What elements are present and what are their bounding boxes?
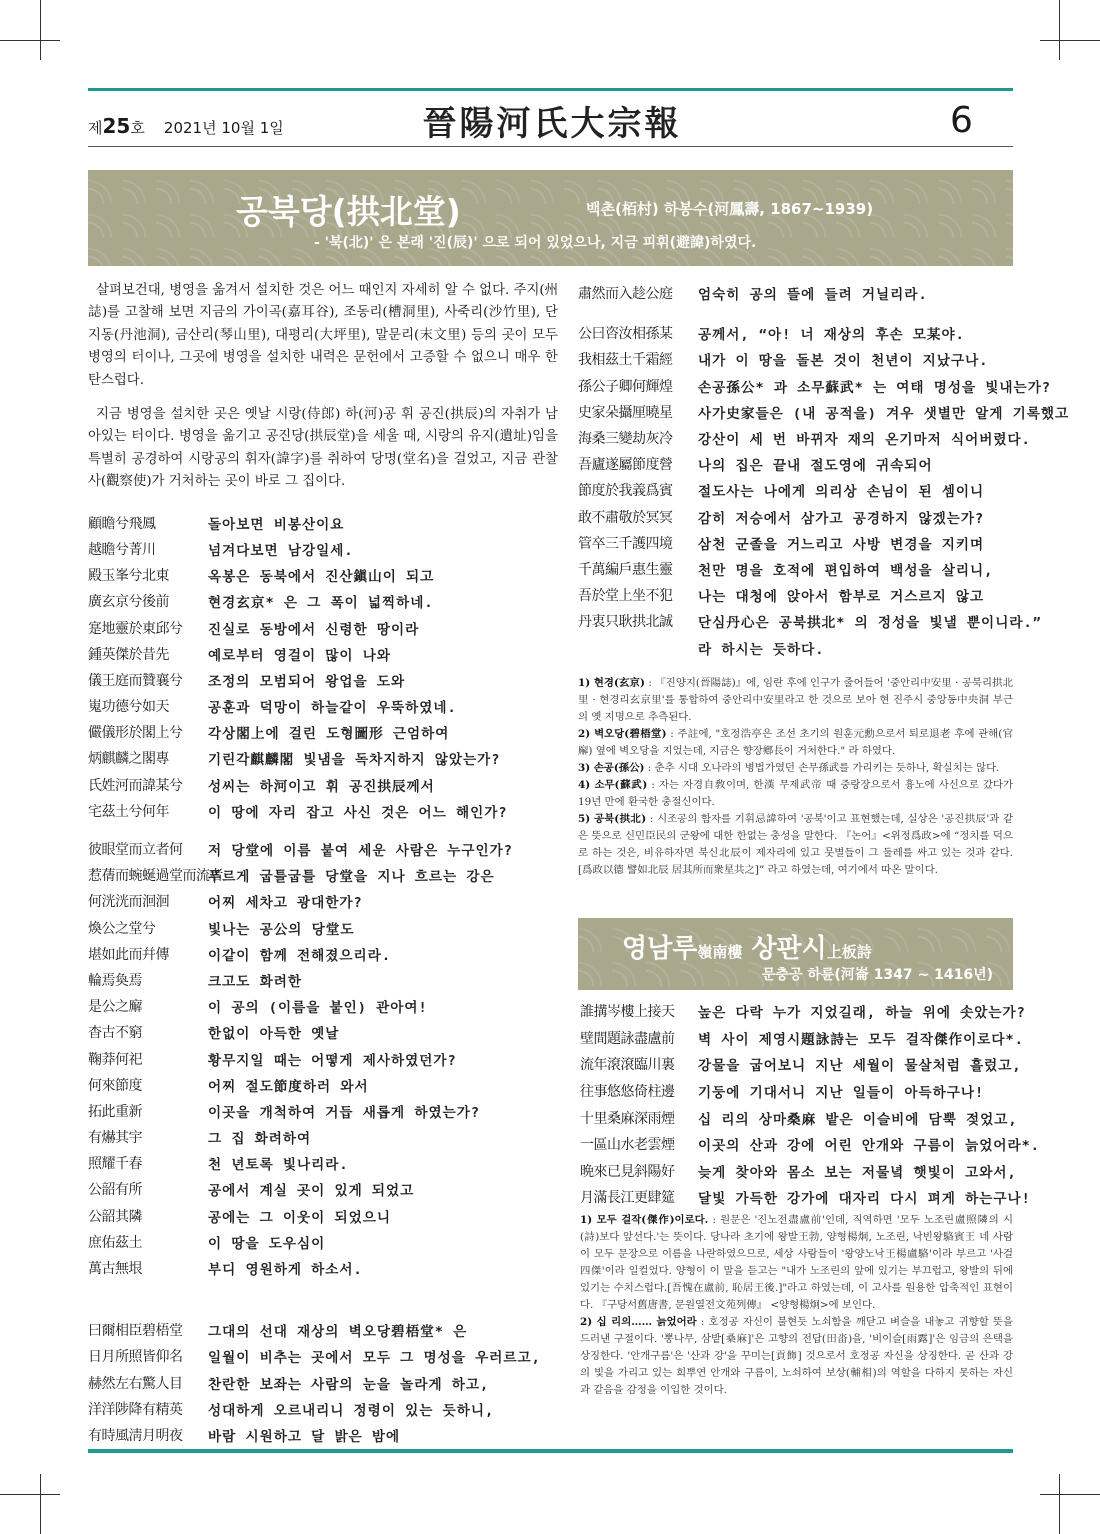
poem-line-korean: 삼천 군졸을 거느리고 사방 변경을 지키며: [698, 536, 985, 553]
poem-line-korean: 단심丹心은 공북拱北* 의 정성을 빛낼 뿐이니라.”: [698, 615, 1042, 632]
poem-line-hanja: 孫公子卿何輝煌: [578, 378, 673, 395]
page-number: 6: [950, 100, 973, 141]
footnote-label: 4) 소무(蘇武): [578, 778, 648, 791]
stanza-gap: [88, 824, 558, 836]
poem-line: [88, 772, 558, 798]
poem-line-hanja: 氏姓河而諱某兮: [88, 777, 183, 794]
poem-line-korean: 절도사는 나에게 의리상 손님이 된 셈이니: [698, 484, 985, 501]
poem-line: [580, 1078, 1013, 1105]
poem-line-hanja: 儀王庭而贊襄兮: [88, 672, 183, 689]
poem-line-hanja: 庶佑茲土: [88, 1234, 142, 1251]
poem-line-korean: 라 하시는 듯하다.: [698, 641, 825, 658]
footnote: [580, 1212, 1013, 1314]
poem-line-korean: 이곳을 개척하여 거듭 새롭게 하였는가?: [208, 1104, 481, 1121]
poem-line-hanja: 公韶其隣: [88, 1208, 142, 1225]
poem-line-korean: 공훈과 덕망이 하늘같이 우뚝하였네.: [208, 700, 457, 717]
poem-line: [88, 1176, 558, 1202]
poem-line: [578, 399, 1070, 425]
footnote: [578, 760, 1013, 777]
poem-line-hanja: 何洸洸而洄洄: [88, 894, 169, 911]
issue-prefix: 제: [88, 119, 103, 137]
poem-line: [578, 556, 1013, 582]
footnote-text: : 춘추 시대 오나라의 병법가였던 손무孫武를 가리키는 듯하나, 확실치는 않다.: [644, 761, 1000, 774]
poem-line: [88, 536, 558, 562]
poem-line-hanja: 越瞻兮菁川: [88, 541, 156, 558]
poem-line-korean: 돌아보면 비봉산이요: [208, 516, 345, 533]
footnote: [578, 777, 1013, 811]
poem-line-korean: 한없이 아득한 옛날: [208, 1026, 340, 1043]
poem-line-korean: 조정의 모범되어 왕업을 도와: [208, 673, 406, 690]
poem-line: [88, 888, 558, 914]
poem-line-hanja: 有時風淸月明夜: [88, 1427, 183, 1444]
poem-line-hanja: 管卒三千護四境: [578, 535, 673, 552]
crop-mark: [1040, 40, 1100, 41]
poem-line: [88, 1150, 558, 1176]
poem-line-hanja: 吾廬遂屬節度營: [578, 457, 673, 474]
poem-line-hanja: 公韶有所: [88, 1182, 142, 1199]
poem-line-korean: 저 당堂에 이름 붙여 세운 사람은 누구인가?: [208, 843, 513, 859]
poem-line: [88, 1255, 558, 1281]
footnote-text: : 호정공 자신이 불현듯 노쇠함을 깨닫고 벼슬을 내놓고 귀향할 뜻을 드러낸 구절이다. '뽕나무, 삼밭[桑麻]'은 고향의 전답(田畓)을, '비이슬[雨露]'은 임금의 은택을 상징한다. '안개구름'은 '산과 강'을 꾸미는[貢飾] 것으로서 호정공 자신을 상징한다. 곧 산과 강의 빛을 가리고 있는 희뿌연 안개와 구름이, 노쇠하여 보상(輔相)의 역할을 다하지 못하는 자신과 같음을 감정을 이입한 것이다.: [580, 1316, 1013, 1396]
poem-line-korean: 예로부터 영걸이 많이 나와: [208, 647, 391, 664]
poem-line-hanja: 嵬功德兮如天: [88, 699, 169, 716]
poem-line-korean: 넘겨다보면 남강일세.: [208, 542, 354, 559]
poem-line: [88, 993, 558, 1019]
footnote: [578, 675, 1013, 726]
poem-line: [88, 1396, 558, 1422]
title-banner: [88, 170, 1013, 266]
footnote-text: : 시조공의 함자를 기휘忌諱하여 '공북'이고 표현했는데, 실상은 '공진拱辰'과 같은 뜻으로 신민臣民의 군왕에 대한 한없는 충성을 말한다. 『논어』<위정爲政>에 “정치를 덕으로 하는 것은, 비유하자면 북신北辰이 제자리에 있고 뭇별들이 그 둘레를 싸고 있는 것과 같다.[爲政以德 譬如北辰 居其所而衆星共之]” 라고 하였는데, 여기에서 따온 말이다.: [578, 812, 1013, 876]
poem-line-korean: 이 땅에 자리 잡고 사신 것은 어느 해인가?: [208, 804, 508, 821]
poem-line: [88, 914, 558, 940]
footnote-label: 1) 현경(玄京): [578, 676, 645, 689]
poem-line: [88, 967, 558, 993]
article-author: 백촌(栢村) 하봉수(河鳳壽, 1867~1939): [586, 200, 874, 218]
poem-line-hanja: 顧瞻兮飛鳳: [88, 515, 156, 532]
poem-line-korean: 부디 영원하게 하소서.: [208, 1262, 363, 1278]
poem-line-hanja: 堪如此而幷傳: [88, 946, 169, 963]
title-part-hanja: 上板詩: [826, 943, 872, 961]
poem-line-hanja: 炳麒麟之閣專: [88, 751, 169, 768]
poem-line-hanja: 何來節度: [88, 1077, 142, 1094]
poem-line: [580, 998, 1026, 1025]
poem-line: [88, 693, 558, 719]
poem-line-hanja: 我相茲土千霜經: [578, 352, 673, 369]
poem-line-korean: 빛나는 공公의 당堂도: [208, 921, 355, 938]
poem-line-hanja: 彼眼堂而立者何: [88, 842, 183, 858]
crop-mark: [0, 1494, 60, 1495]
poem-line: [578, 477, 1013, 503]
poem-line: [88, 1203, 558, 1229]
poem-line-hanja: 流年滾滾臨川裏: [580, 1057, 675, 1074]
poem-line: [88, 836, 558, 862]
masthead: 晉陽河氏大宗報: [422, 104, 682, 144]
poem-line: [578, 425, 1031, 451]
poem-line-korean: 공께서, “아! 너 재상의 후손 모某야.: [698, 327, 965, 344]
poem-line: [88, 941, 558, 967]
footnote: [578, 726, 1013, 760]
crop-mark: [1059, 0, 1060, 60]
poem-line-hanja: 一區山水老雲煙: [580, 1137, 675, 1154]
poem-line-korean: 십 리의 상마桑麻 밭은 이슬비에 담뿍 젖었고,: [698, 1111, 1018, 1128]
second-title-banner: [578, 918, 1013, 990]
poem-line-korean: 어찌 세차고 광대한가?: [208, 895, 363, 912]
poem-line-korean: 엄숙히 공의 뜰에 들려 거닐리라.: [698, 287, 928, 304]
poem-line: [578, 530, 1013, 556]
poem-line-hanja: 公曰咨汝相孫某: [578, 326, 673, 343]
poem-line-hanja: 日月所照皆仰名: [88, 1349, 183, 1366]
poem-line-korean: 천 년토록 빛나리라.: [208, 1157, 349, 1174]
poem-line: [88, 745, 558, 771]
second-article-title: [622, 928, 872, 965]
poem-line-korean: 그대의 선대 재상의 벽오당碧梧堂* 은: [208, 1324, 468, 1341]
poem-line-korean: 내가 이 땅을 돌본 것이 천년이 지났구나.: [698, 353, 989, 370]
poem-line-hanja: 宅茲土兮何年: [88, 803, 169, 820]
second-article-author: 문충공 하륜(河崙 1347 ~ 1416년): [761, 967, 993, 983]
poem-line-korean: 이 땅을 도우심이: [208, 1235, 326, 1252]
poem-line: [88, 1422, 558, 1448]
poem-line-korean: 공에서 계실 곳이 있게 되었고: [208, 1183, 415, 1200]
poem-line-hanja: 有爀其宇: [88, 1130, 142, 1147]
poem-line-hanja: 節度於我義爲賓: [578, 483, 673, 500]
poem-line-korean: 공에는 그 이웃이 되었으니: [208, 1209, 391, 1226]
poem-line-korean: 벽 사이 제영시題詠詩는 모두 걸작傑作이로다*.: [698, 1031, 1024, 1048]
poem-line: [88, 1019, 558, 1045]
poem-line-hanja: 廣玄京兮後前: [88, 594, 169, 611]
poem-line: [578, 504, 1013, 530]
poem-line-korean: 푸르게 굽틀굽틀 당堂을 지나 흐르는 강은: [208, 869, 495, 886]
poem-block: [580, 998, 1040, 1211]
poem-line: [580, 1051, 1022, 1078]
poem-line-korean: 사가史家들은 (내 공적을) 겨우 샛별만 알게 기록했고: [698, 405, 1070, 422]
poem-block: [578, 280, 1013, 306]
poem-line-korean: 황무지일 때는 어떻게 제사하였던가?: [208, 1052, 457, 1069]
poem-line-korean: 어찌 절도節度하러 와서: [208, 1078, 369, 1095]
intro-paragraph: 살펴보건대, 병영을 옮겨서 설치한 것은 어느 때인지 자세히 알 수 없다. 주지(州誌)를 고찰해 보면 지금의 가이곡(嘉耳谷), 조동리(槽洞里), 사죽리(沙竹里), 단지동(丹池洞), 금산리(琴山里), 대평리(大坪里), 말문리(末文里) 등의 곳이 모두 병영의 터이나, 그곳에 병영을 설치한 내력은 문헌에서 고증할 수 없으니 매우 한탄스럽다.: [88, 283, 559, 388]
poem-line-hanja: 丹衷只耿拱北誠: [578, 614, 673, 631]
footnote-text: : 자는 자경自敎이며, 한漢 무제武帝 때 중랑장으로서 흉노에 사신으로 갔다가 19년 만에 환국한 충절신이다.: [578, 778, 1013, 808]
poem-line: [88, 562, 558, 588]
footnote: [580, 1314, 1013, 1399]
poem-line-hanja: 壁間題詠盡盧前: [580, 1030, 675, 1047]
poem-line: [580, 1131, 1040, 1158]
crop-mark: [40, 0, 41, 60]
poem-line: [88, 667, 558, 693]
crop-mark: [40, 1474, 41, 1534]
title-part-hanja: 嶺南樓: [697, 943, 743, 961]
footnote-label: 1) 모두 걸작(傑作)이로다.: [580, 1214, 709, 1226]
poem-line: [88, 1317, 558, 1343]
poem-line-korean: 나의 집은 끝내 절도영에 귀속되어: [698, 458, 933, 475]
poem-line: [88, 1124, 558, 1150]
poem-line: [580, 1104, 1018, 1131]
poem-line-hanja: 鍾英傑於昔先: [88, 646, 169, 663]
poem-line: [88, 798, 558, 824]
poem-line: [88, 1229, 558, 1255]
article-title: 공북당(拱北堂): [236, 192, 461, 231]
poem-line: [88, 614, 558, 640]
poem-line-hanja: 誰搆岑樓上接天: [580, 1004, 675, 1021]
poem-line-korean: 현경玄京* 은 그 폭이 넓찍하네.: [208, 595, 434, 612]
poem-line-korean: 성씨는 하河이고 휘 공진拱辰께서: [208, 778, 435, 795]
article-subtitle: - '북(北)' 은 본래 '진(辰)' 으로 되어 있었으나, 지금 피휘(避諱)하였다.: [314, 235, 757, 251]
poem-line-hanja: 杳古不窮: [88, 1025, 142, 1042]
footnote-label: 2) 벽오당(碧梧堂): [578, 727, 667, 740]
poem-line-korean: 바람 시원하고 달 밝은 밤에: [208, 1428, 401, 1445]
right-column: [578, 280, 1070, 879]
poem-line-korean: 기둥에 기대서니 지난 일들이 아득하구나!: [698, 1085, 985, 1102]
poem-line-korean: 달빛 가득한 강가에 대자리 다시 펴게 하는구나!: [698, 1191, 1031, 1208]
poem-line-korean: 진실로 동방에서 신령한 땅이라: [208, 621, 420, 638]
poem-line-hanja: 晩來已見斜陽好: [580, 1163, 675, 1180]
poem-line-korean: 감히 저승에서 삼가고 공경하지 않겠는가?: [698, 510, 985, 527]
poem-line-korean: 각상閣上에 걸린 도형圖形 근엄하여: [208, 726, 450, 743]
poem-line-hanja: 赫然左右驚人目: [88, 1375, 183, 1392]
poem-line: [578, 373, 1052, 399]
header-bottom-rule: [88, 146, 1013, 147]
poem-line: [88, 1098, 558, 1124]
poem-line-hanja: 惹蒨而蜿蜒過堂而流者: [88, 868, 223, 885]
poem-line-hanja: 儼儀形於閣上兮: [88, 725, 183, 742]
poem-line-korean: 나는 대청에 앉아서 함부로 거스르지 않고: [698, 589, 985, 606]
poem-line: [88, 1369, 558, 1395]
poem-line: [578, 320, 1013, 346]
poem-line: [580, 1184, 1031, 1211]
footnote-label: 5) 공북(拱北): [578, 812, 647, 825]
poem-line-hanja: 海桑三變劫灰冷: [578, 431, 673, 448]
poem-line-hanja: 殿玉峯兮北東: [88, 568, 169, 585]
stanza-gap: [578, 661, 1013, 675]
footnotes: [580, 1212, 1013, 1399]
poem-line-hanja: 拓此重新: [88, 1103, 142, 1120]
poem-line: [580, 1158, 1017, 1185]
poem-line-korean: 강산이 세 번 바뀌자 재의 온기마저 식어버렸다.: [698, 432, 1031, 449]
poem-line: [88, 862, 558, 888]
footnote-text: : 원문은 '진노전盡盧前'인데, 직역하면 '모두 노조린盧照隣의 시(詩)보다 앞선다.'는 뜻이다. 당나라 초기에 왕발王勃, 양형楊炯, 노조린, 낙빈왕駱賓王 네 사람이 모두 문장으로 이름을 나란하였으므로, 세상 사람들이 '왕양노낙王楊盧駱'이라 부르고 '사걸四傑'이라 일컬었다. 양형이 이 말을 듣고는 "내가 노조린의 앞에 있기는 부끄럽고, 왕발의 뒤에 있기는 수치스럽다.[吾愧在盧前, 恥居王後.]"라고 하였는데, 이 고사를 원용한 압축적인 표현이다. 『구당서舊唐書, 문원열전文苑列傳』 <양형楊炯>에 보인다.: [580, 1214, 1014, 1311]
poem-line-hanja: 千萬編戶惠生靈: [578, 561, 673, 578]
poem-line: [580, 1025, 1024, 1052]
poem-line-korean: 늦게 찾아와 몸소 보는 저물녘 햇빛이 고와서,: [698, 1164, 1017, 1181]
poem-line-korean: 그 집 화려하여: [208, 1131, 312, 1148]
poem-line-hanja: 萬古無垠: [88, 1261, 142, 1277]
poem-line-hanja: 十里桑麻深雨煙: [580, 1110, 675, 1127]
poem-line-hanja: 輪焉奐焉: [88, 972, 142, 989]
poem-line-korean: 성대하게 오르내리니 정령이 있는 듯하니,: [208, 1402, 495, 1419]
poem-block: [88, 510, 558, 824]
poem-line-korean: 찬란한 보좌는 사람의 눈을 놀라게 하고,: [208, 1376, 490, 1393]
poem-line: [88, 719, 558, 745]
footnote: [578, 811, 1013, 879]
poem-line: [88, 510, 558, 536]
poem-line-korean: 기린각麒麟閣 빛냄을 독차지하지 않았는가?: [208, 752, 501, 769]
title-part: 영남루: [622, 934, 698, 964]
poem-line: [578, 634, 1013, 660]
header-top-rule: [88, 88, 1013, 91]
issue-number: 25: [102, 114, 131, 138]
poem-line-hanja: 吾於堂上坐不犯: [578, 588, 673, 605]
title-part: 상판시: [751, 934, 827, 964]
intro-paragraph: 지금 병영을 설치한 곳은 옛날 시랑(侍郎) 하(河)공 휘 공진(拱辰)의 자취가 남아있는 터이다. 병영을 옮기고 공진당(拱辰堂)을 세울 때, 시랑의 유지(遺址)임을 특별히 공경하여 시랑공의 휘자(諱字)를 취하여 당명(堂名)을 걸었고, 지금 관찰사(觀察使)가 거처하는 곳이 바로 그 집이다.: [88, 407, 558, 490]
footnotes: [578, 675, 1013, 879]
poem-line-korean: 일월이 비추는 곳에서 모두 그 명성을 우러르고,: [208, 1350, 541, 1367]
footnote-label: 2) 십 리의…… 늙었어라: [580, 1316, 697, 1328]
poem-line: [578, 280, 1013, 306]
poem-line-korean: 손공孫公* 과 소무蘇武* 는 여태 명성을 빛내는가?: [698, 379, 1052, 396]
left-column: [88, 280, 558, 1448]
poem-line-hanja: 敢不肅敬於冥冥: [578, 509, 673, 526]
poem-line-hanja: 照耀千春: [88, 1156, 142, 1173]
poem-line-korean: 높은 다락 누가 지었길래, 하늘 위에 솟았는가?: [698, 1005, 1026, 1022]
poem-line-hanja: 是公之廨: [88, 999, 142, 1016]
footnote-label: 3) 손공(孫公): [578, 761, 645, 774]
poem-line: [578, 608, 1042, 634]
poem-line-korean: 천만 명을 호적에 편입하여 백성을 살리니,: [698, 562, 994, 579]
poem-line: [88, 1072, 558, 1098]
poem-line: [578, 582, 1013, 608]
poem-line-hanja: 曰爾相臣碧梧堂: [88, 1323, 183, 1340]
issue-info: [88, 114, 284, 138]
poem-line-korean: 옥봉은 동북에서 진산鎭山이 되고: [208, 569, 435, 586]
poem-line-hanja: 鞠莽何祀: [88, 1051, 142, 1068]
stanza-gap: [578, 306, 1013, 320]
poem-line-hanja: 寔地靈於東邱兮: [88, 620, 183, 637]
poem-line-hanja: 煥公之堂兮: [88, 920, 156, 937]
poem-line: [88, 588, 558, 614]
footer-rule: [88, 1449, 1013, 1453]
issue-suffix: 호: [130, 119, 145, 137]
poem-line-korean: 이곳의 산과 강에 어린 안개와 구름이 늙었어라*.: [698, 1138, 1040, 1155]
poem-block: [578, 320, 1070, 660]
poem-line-hanja: 洋洋陟降有精英: [88, 1401, 183, 1418]
poem-line-korean: 강물을 굽어보니 지난 세월이 물살처럼 흘렀고,: [698, 1058, 1022, 1075]
poem-line-korean: 이같이 함께 전해졌으리라.: [208, 947, 391, 964]
crop-mark: [0, 40, 60, 41]
poem-line-korean: 크고도 화려한: [208, 973, 302, 990]
poem-line-hanja: 月滿長江更肆筵: [580, 1190, 675, 1207]
poem-line: [578, 346, 1013, 372]
crop-mark: [1059, 1474, 1060, 1534]
crop-mark: [1040, 1494, 1100, 1495]
stanza-gap: [88, 1281, 558, 1317]
footnote-text: : 『진양지(晉陽誌)』에, 임란 후에 인구가 줄어들어 '중안리中安里 · 공북리拱北里 · 현경리玄京里'를 통합하여 중안리中安里라고 한 것으로 보아 현 진주시 중앙동中央洞 부근의 옛 지명으로 추측된다.: [578, 676, 1014, 723]
poem-block: [88, 836, 558, 1281]
poem-line-hanja: 史家朵攝厘曉星: [578, 404, 673, 421]
poem-line: [88, 641, 558, 667]
poem-line: [88, 1343, 558, 1369]
poem-line-hanja: 往事悠悠倚柱邊: [580, 1084, 675, 1101]
poem-block: [88, 1317, 558, 1448]
poem-line: [578, 451, 1013, 477]
footnote-text: : 주註에, "호정浩亭은 조선 초기의 원훈元勳으로서 퇴로退老 후에 관해(官廨) 옆에 벽오당을 지었는데, 지금은 향장鄕長이 거처한다." 라 하였다.: [578, 727, 1013, 757]
poem-line-hanja: 肅然而入趁公庭: [578, 286, 673, 303]
poem-line-korean: 이 공의 (이름을 붙인) 관아여!: [208, 1000, 428, 1017]
issue-date: 2021년 10월 1일: [163, 119, 284, 137]
poem-line: [88, 1045, 558, 1071]
